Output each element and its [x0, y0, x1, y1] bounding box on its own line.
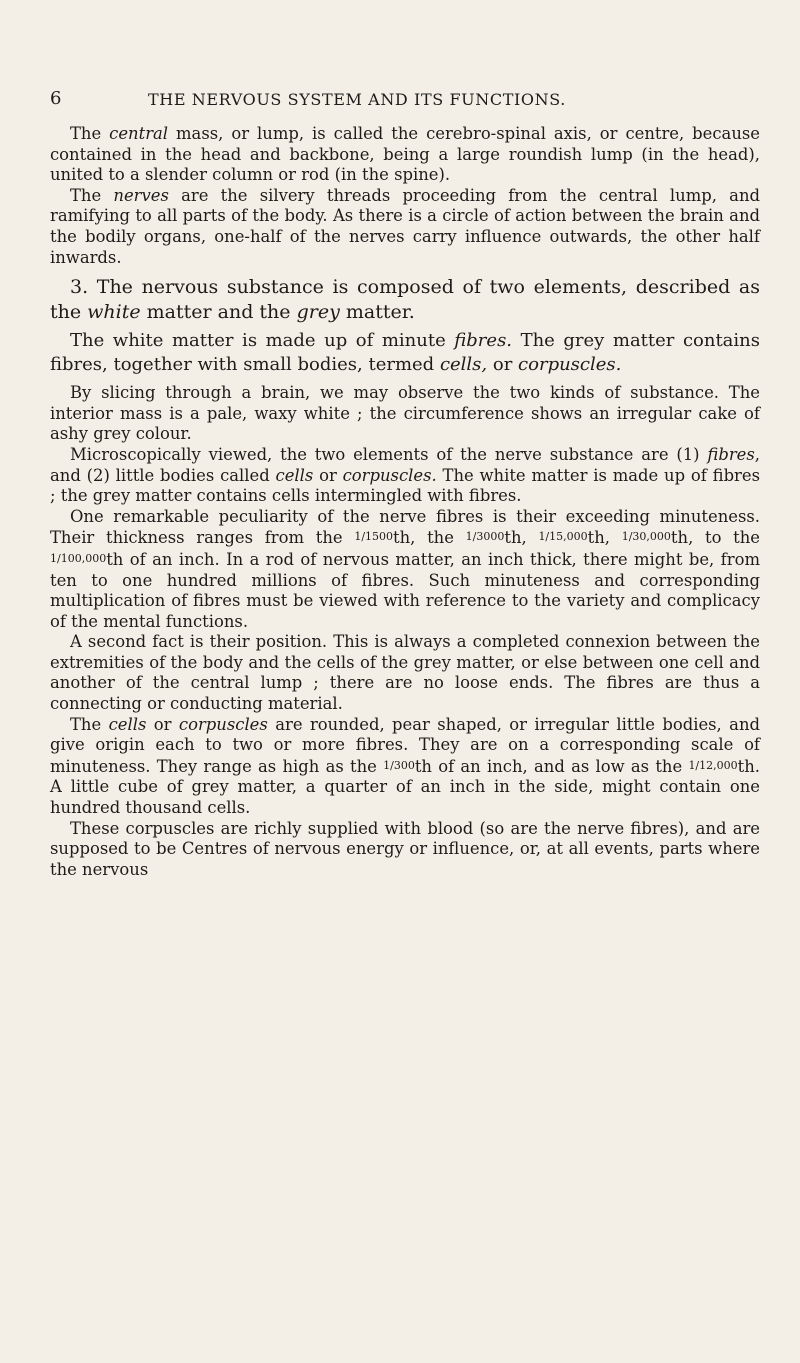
paragraph-white-matter: The white matter is made up of minute fibres. The grey matter contains fibres, together with small bodies, termed cells, or corpuscles. [50, 330, 761, 376]
fraction: 1/12,000 [688, 758, 738, 772]
paragraph-cells: The cells or corpuscles are rounded, pear shaped, or irregular little bodies, and give origin each to two or more fibres. They are on a corresponding scale of minuteness. They range as high as the 1/300th of an inch, and as low as the 1/12,000th. A little cube of grey matter, a quarter of an inch in the side, might contain one hundred thousand cells. [50, 714, 760, 818]
fraction: 1/300 [383, 758, 415, 772]
fraction: 1/30,000 [621, 530, 671, 544]
paragraph-microscopic: Microscopically viewed, the two elements of the nerve substance are (1) fibres, and (2) little bodies called cells or corpuscles. The white matter is made up of fibres ; the grey matter contains cells intermingled with fibres. [50, 444, 761, 506]
fraction: 1/3000 [465, 530, 505, 544]
paragraph-minuteness: One remarkable peculiarity of the nerve fibres is their exceeding minuteness. Their thickness ranges from the 1/1500th, the 1/3000th, 1/15,000th, 1/30,000th, to the 1/100,000th of an inch. In a rod of nervous matter, an inch thick, there might be, from ten to one hundred millions of fibres. Such minuteness and corresponding multiplication of fibres must be viewed with reference to the variety and complicacy of the mental functions. [50, 506, 760, 631]
paragraph-nerves: The nerves are the silvery threads proceeding from the central lump, and ramifying to all parts of the body. As there is a circle of action between the brain and the bodily organs, one-half of the nerves carry influence outwards, the other half inwards. [50, 185, 760, 267]
page-header [0, 88, 800, 114]
running-head: THE NERVOUS SYSTEM AND ITS FUNCTIONS. [148, 90, 566, 109]
fraction: 1/1500 [354, 530, 394, 544]
page-body [50, 124, 760, 880]
fraction: 1/100,000 [50, 551, 107, 565]
paragraph-section-3: 3. The nervous substance is composed of two elements, described as the white matter and the grey matter. [50, 276, 760, 324]
paragraph-position: A second fact is their position. This is always a completed connexion between the extremities of the body and the cells of the grey matter, or else between one cell and another of the central lump ; there are no loose ends. The fibres are thus a connecting or conducting material. [50, 632, 760, 714]
paragraph-corpuscles: These corpuscles are richly supplied with blood (so are the nerve fibres), and are supposed to be Centres of nervous energy or influence, or, at all events, parts where the nervous [50, 818, 760, 879]
fraction: 1/15,000 [538, 530, 588, 544]
paragraph-central-mass: The central mass, or lump, is called the cerebro-spinal axis, or centre, because contained in the head and backbone, being a large roundish lump (in the head), united to a slender column or rod (in the spine). [50, 124, 760, 185]
paragraph-slicing: By slicing through a brain, we may observe the two kinds of substance. The interior mass is a pale, waxy white ; the circumference shows an irregular cake of ashy grey colour. [50, 383, 760, 444]
page-number: 6 [50, 88, 62, 109]
